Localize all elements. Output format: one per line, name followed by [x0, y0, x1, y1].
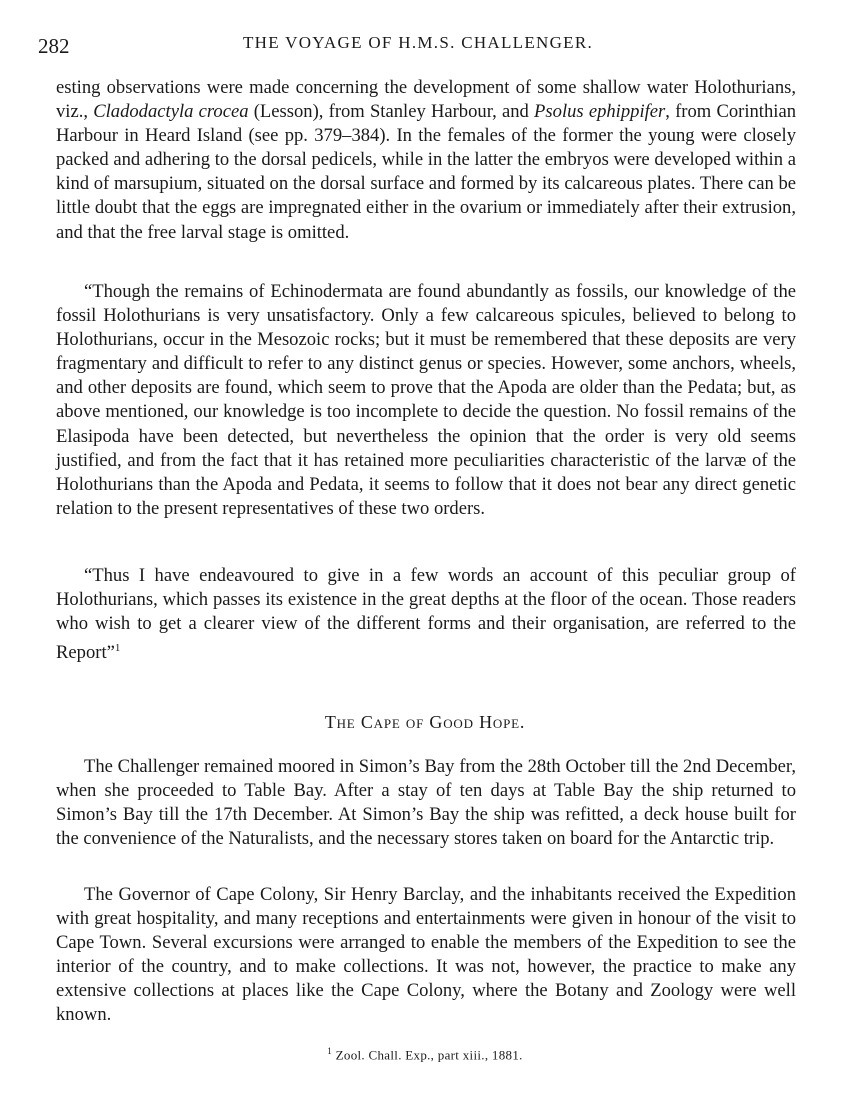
paragraph-conclusion — [56, 564, 796, 666]
paragraph-text: , from Corinthian Harbour in Heard Island (see pp. 379–384). In the females of the former the young were closely packed and adhering to the dorsal pedicels, while in the latter the embryos were developed within a kind of marsupium, situated on the dorsal surface and formed by its calcareous plates. There can be little doubt that the eggs are impregnated either in the ovarium or immediately after their extrusion, and that the free larval stage is omitted. — [56, 101, 796, 243]
paragraph-text: “Thus I have endeavoured to give in a few words an account of this peculiar group of Holothurians, which passes its existence in the great depths at the floor of the ocean. Those readers who wish to get a clearer view of the different forms and their organisation, are referred to the Report” — [56, 565, 796, 664]
species-name: Psolus ephippifer — [534, 101, 666, 123]
paragraph-text: The Challenger remained moored in Simon’s Bay from the 28th October till the 2nd December, when she proceeded to Table Bay. After a stay of ten days at Table Bay the ship returned to Simon’s Bay till the 17th December. At Simon’s Bay the ship was refitted, a deck house built for the convenience of the Naturalists, and the necessary stores taken on board for the Antarctic trip. — [56, 756, 796, 850]
footnote-marker: 1 — [327, 1046, 333, 1056]
paragraph-text: esting observations were made concerning the development of some shallow water Holothurians, viz., — [56, 77, 796, 123]
paragraph-fossils — [56, 280, 796, 521]
paragraph-continued — [56, 76, 796, 245]
paragraph-text: “Though the remains of Echinodermata are found abundantly as fossils, our knowledge of the fossil Holothurians is very unsatisfactory. Only a few calcareous spicules, believed to belong to Holothurians, occur in the Mesozoic rocks; but it must be remembered that these deposits are very fragmentary and difficult to refer to any distinct genus or species. However, some anchors, wheels, and other deposits are found, which seem to prove that the Apoda are older than the Pedata; but, as above mentioned, our knowledge is too incomplete to decide the question. No fossil remains of the Elasipoda have been detected, but nevertheless the opinion that the order is very old seems justified, and from the fact that it has retained more peculiarities characteristic of the larvæ of the Holothurians than the Apoda and Pedata, it seems to follow that it does not bear any direct genetic relation to the present representatives of these two orders. — [56, 281, 796, 519]
page-number: 282 — [38, 34, 70, 58]
page-header — [38, 30, 798, 56]
section-heading: The Cape of Good Hope. — [324, 712, 526, 732]
paragraph-governor — [56, 883, 796, 1028]
footnote — [0, 1046, 850, 1063]
footnote-reference: 1 — [114, 642, 121, 655]
running-title: THE VOYAGE OF H.M.S. CHALLENGER. — [242, 33, 594, 52]
paragraph-simons-bay — [56, 755, 796, 851]
species-name: Cladodactyla crocea — [93, 101, 249, 123]
footnote-text: Zool. Chall. Exp., part xiii., 1881. — [335, 1047, 523, 1063]
paragraph-text: The Governor of Cape Colony, Sir Henry Barclay, and the inhabitants received the Expedition with great hospitality, and many receptions and entertainments were given in honour of the visit to Cape Town. Several excursions were arranged to enable the members of the Expedition to see the interior of the country, and to make collections. It was not, however, the practice to make any extensive collections at places like the Cape Colony, where the Botany and Zoology were well known. — [56, 884, 796, 1026]
paragraph-text: (Lesson), from Stanley Harbour, and — [248, 101, 535, 123]
